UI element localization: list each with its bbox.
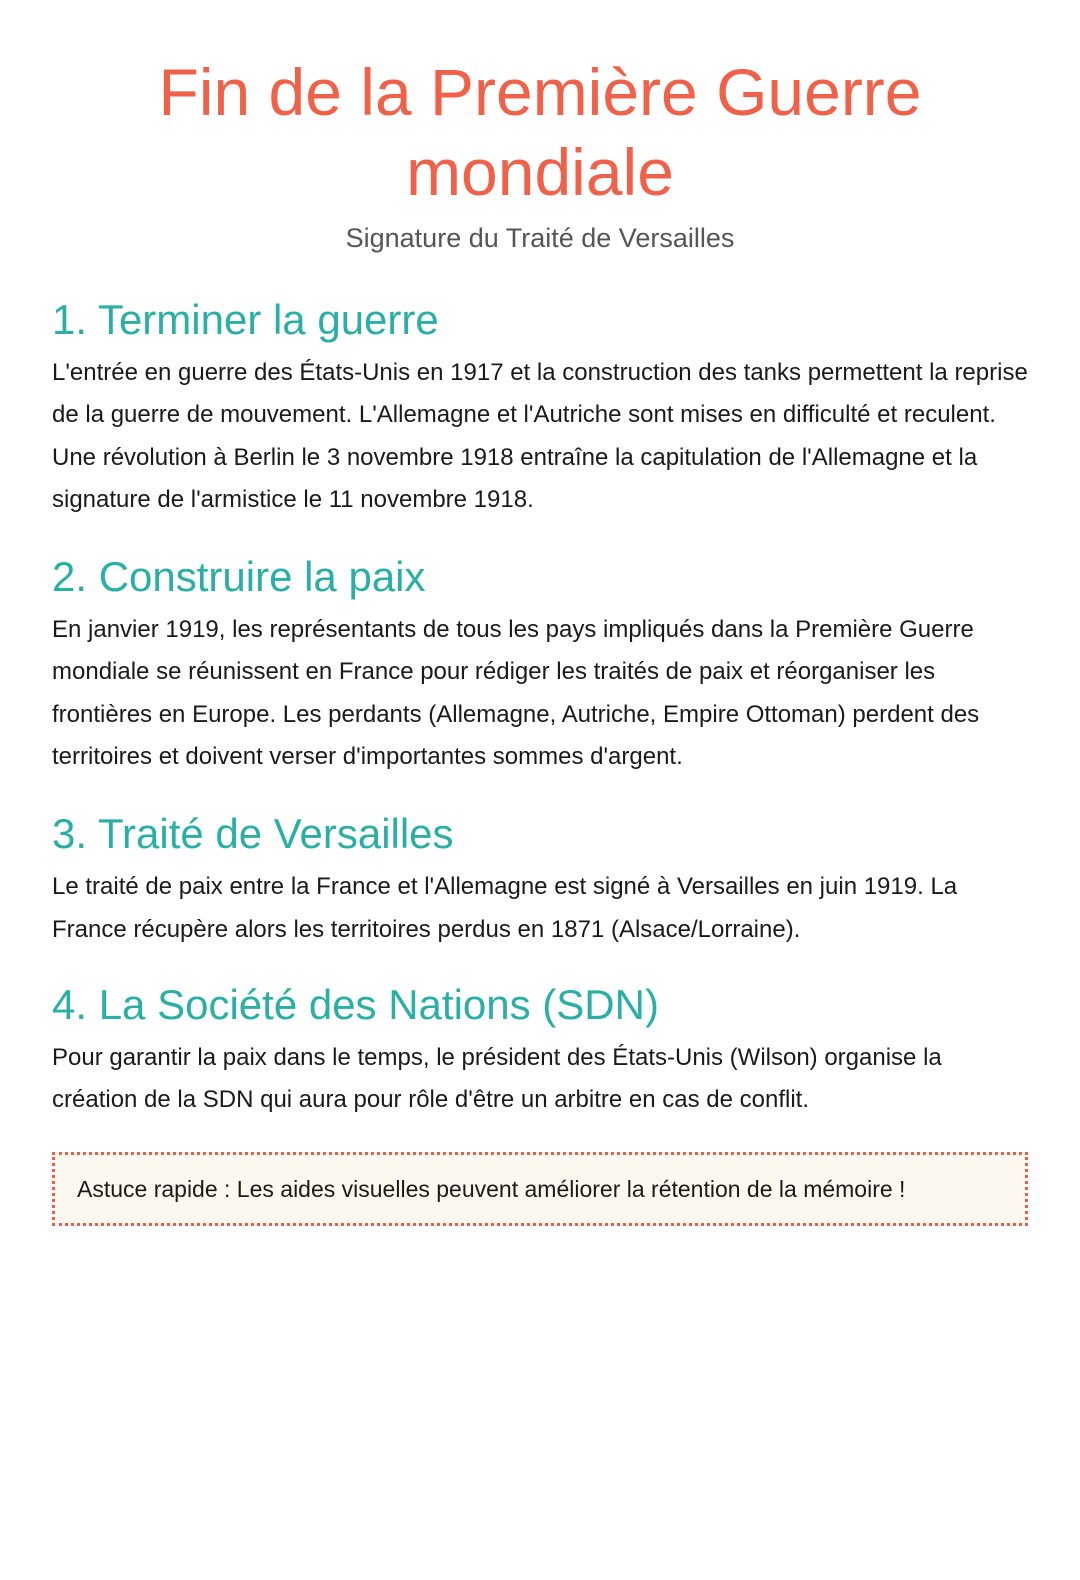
section-heading: 2. Construire la paix	[52, 553, 426, 601]
document	[0, 52, 1080, 1226]
section-body: L'entrée en guerre des États-Unis en 1917 et la construction des tanks permettent la reprise de la guerre de mouvement. L'Allemagne et l'Autriche sont mises en difficulté et reculent. Une révolution à Berlin le 3 novembre 1918 entraîne la capitulation de l'Allemagne et la signature de l'armistice le 11 novembre 1918.	[52, 359, 1028, 513]
section-body: Pour garantir la paix dans le temps, le président des États-Unis (Wilson) organise la création de la SDN qui aura pour rôle d'être un arbitre en cas de conflit.	[52, 1043, 942, 1114]
section-heading: 1. Terminer la guerre	[52, 296, 439, 343]
section-construire-la-paix	[52, 549, 1028, 778]
section-heading: 4. La Société des Nations (SDN)	[52, 980, 659, 1028]
page-title: Fin de la Première Guerre mondiale	[158, 55, 922, 209]
section-traite-de-versailles	[52, 806, 1028, 951]
section-body: En janvier 1919, les représentants de tous les pays impliqués dans la Première Guerre mondiale se réunissent en France pour rédiger les traités de paix et réorganiser les frontières en Europe. Les perdants (Allemagne, Autriche, Empire Ottoman) perdent des territoires et doivent verser d'importantes sommes d'argent.	[52, 616, 980, 771]
section-terminer-la-guerre	[52, 292, 1028, 521]
section-body: Le traité de paix entre la France et l'Allemagne est signé à Versailles en juin 1919. La France récupère alors les territoires perdus en 1871 (Alsace/Lorraine).	[52, 873, 958, 943]
page-subtitle: Signature du Traité de Versailles	[345, 223, 735, 253]
section-societe-des-nations	[52, 977, 1028, 1122]
section-heading: 3. Traité de Versailles	[52, 810, 454, 858]
tip-box: Astuce rapide : Les aides visuelles peuvent améliorer la rétention de la mémoire !	[52, 1152, 1028, 1226]
